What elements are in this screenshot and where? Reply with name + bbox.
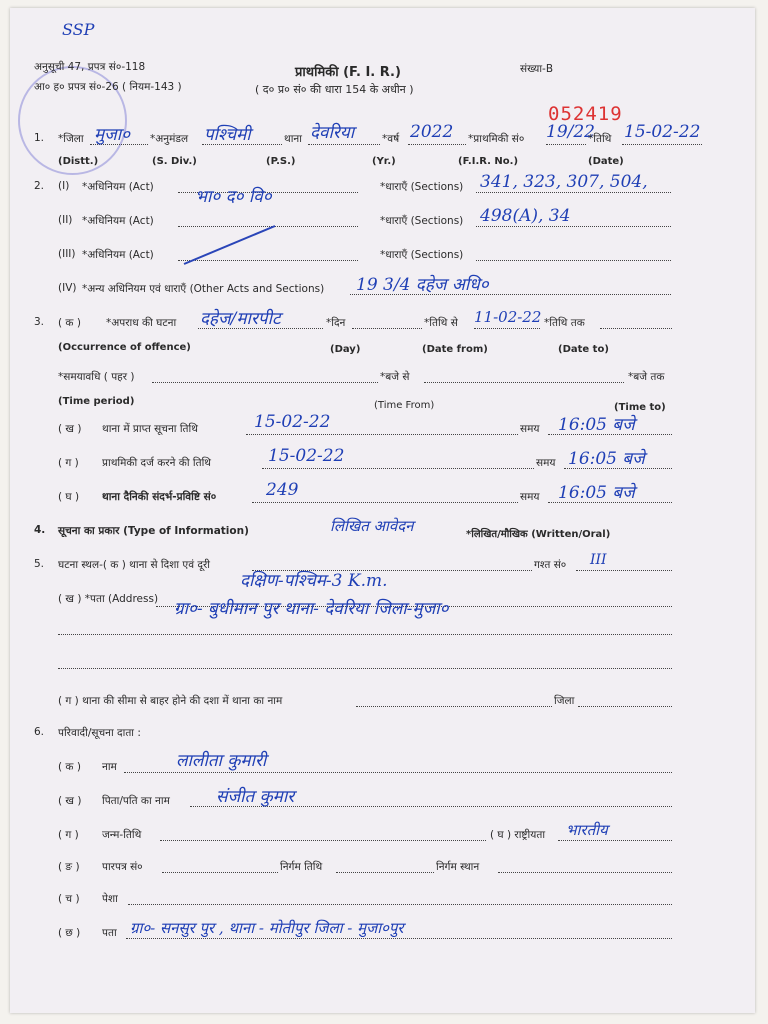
complainant-address-label: पता	[102, 927, 117, 939]
section-6-chha: ( छ )	[58, 927, 81, 939]
date-label: *तिथि	[588, 133, 612, 145]
issue-place-label: निर्गम स्थान	[436, 861, 480, 873]
diary-entry-label: थाना दैनिकी संदर्भ-प्रविष्टि सं०	[102, 491, 217, 503]
section-6-cha: ( च )	[58, 893, 80, 905]
section-6-na: ( ङ )	[58, 861, 80, 873]
year-en-label: (Yr.)	[372, 156, 396, 167]
sections-row-2-label: *धाराएँ (Sections)	[380, 215, 464, 227]
time-to-label: *बजे तक	[628, 371, 665, 383]
act-row-3-prefix: (III)	[58, 248, 76, 260]
time-period-en-label: (Time period)	[58, 396, 135, 407]
year-value: 2022	[410, 122, 454, 142]
day-en-label: (Day)	[330, 344, 361, 355]
schedule-label: अनुसूची 47, प्रपत्र सं०-118	[34, 61, 146, 73]
other-acts-value: 19 3/4 दहेज अधि०	[356, 275, 489, 295]
beat-number-value: III	[590, 552, 607, 568]
address-value: ग्रा०- बुधीमान पुर थाना- देवरिया जिला-मुजा०	[174, 599, 449, 619]
number-label: संख्या-B	[520, 63, 554, 75]
police-station-label: थाना	[284, 133, 302, 145]
strike-mark	[180, 222, 280, 272]
occurrence-value: दहेज/मारपीट	[200, 309, 281, 329]
diary-time-value: 16:05 बजे	[558, 483, 635, 503]
date-en-label: (Date)	[588, 156, 624, 167]
received-time-value: 16:05 बजे	[558, 415, 635, 435]
received-time-label: समय	[520, 423, 540, 435]
act-row-3-label: *अधिनियम (Act)	[82, 249, 154, 261]
info-type-label: सूचना का प्रकार (Type of Information)	[58, 525, 249, 537]
father-name-value: संजीत कुमार	[216, 787, 295, 807]
date-value: 15-02-22	[624, 122, 701, 142]
section-6-kha: ( ख )	[58, 795, 82, 807]
registration-time-label: समय	[536, 457, 556, 469]
diary-time-label: समय	[520, 491, 540, 503]
complainant-title: परिवादी/सूचना दाता :	[58, 727, 141, 739]
serial-number: 052419	[548, 103, 623, 125]
section-4-number: 4.	[34, 524, 46, 536]
date-to-label: *तिथि तक	[544, 317, 585, 329]
act-row-1-value: भा० द० वि०	[195, 187, 272, 207]
ssp-handwritten-mark: SSP	[62, 20, 95, 39]
district-label: *जिला	[58, 133, 84, 145]
time-period-label: *समयावधि ( पहर )	[58, 371, 135, 383]
other-acts-label: *अन्य अधिनियम एवं धाराएँ (Other Acts and Sections)	[82, 283, 325, 295]
diary-entry-value: 249	[266, 480, 299, 500]
subdivision-en-label: (S. Div.)	[152, 156, 197, 167]
occurrence-label: *अपराध की घटना	[106, 317, 177, 329]
outside-ps-label: ( ग ) थाना की सीमा से बाहर होने की दशा में थाना का नाम	[58, 695, 283, 707]
section-3-ka: ( क )	[58, 317, 81, 329]
police-station-value: देवरिया	[310, 123, 355, 143]
section-6-ka: ( क )	[58, 761, 81, 773]
act-row-2-label: *अधिनियम (Act)	[82, 215, 154, 227]
fir-en-label: (F.I.R. No.)	[458, 156, 519, 167]
district-value: मुजा०	[94, 125, 131, 145]
info-type-value: लिखित आवेदन	[330, 517, 414, 535]
subdivision-value: पश्चिमी	[204, 125, 251, 145]
complainant-address-value: ग्रा०- सनसुर पुर , थाना - मोतीपुर जिला - मुजा०पुर	[130, 919, 404, 937]
fir-form-page	[10, 8, 755, 1013]
time-from-label: *बजे से	[380, 371, 410, 383]
received-date-value: 15-02-22	[254, 412, 331, 432]
occupation-label: पेशा	[102, 893, 118, 905]
sections-row-1-label: *धाराएँ (Sections)	[380, 181, 464, 193]
nationality-value: भारतीय	[566, 821, 608, 839]
complainant-name-value: लालीता कुमारी	[176, 751, 267, 771]
registration-date-value: 15-02-22	[268, 446, 345, 466]
direction-distance-value: दक्षिण-पश्चिम-3 K.m.	[240, 571, 388, 591]
time-to-en-label: (Time to)	[614, 402, 666, 413]
act-row-1-prefix: (I)	[58, 180, 70, 192]
section-6-number: 6.	[34, 726, 45, 738]
outside-district-label: जिला	[554, 695, 575, 707]
date-from-en-label: (Date from)	[422, 344, 488, 355]
passport-label: पारपत्र सं०	[102, 861, 143, 873]
direction-distance-label: घटना स्थल-( क ) थाना से दिशा एवं दूरी	[58, 559, 210, 571]
district-en-label: (Distt.)	[58, 156, 99, 167]
fir-number-value: 19/22	[546, 122, 595, 142]
complainant-name-label: नाम	[102, 761, 117, 773]
date-from-label: *तिथि से	[424, 317, 458, 329]
section-3-ga: ( ग )	[58, 457, 79, 469]
section-1-number: 1.	[34, 132, 45, 144]
sections-row-2-value: 498(A), 34	[480, 206, 571, 226]
issue-date-label: निर्गम तिथि	[280, 861, 323, 873]
registration-date-label: प्राथमिकी दर्ज करने की तिथि	[102, 457, 212, 469]
form-title: प्राथमिकी (F. I. R.)	[295, 65, 401, 80]
section-6-ga: ( ग )	[58, 829, 79, 841]
section-2-number: 2.	[34, 180, 45, 192]
section-3-number: 3.	[34, 316, 45, 328]
date-from-value: 11-02-22	[474, 308, 542, 326]
section-3-gha: ( घ )	[58, 491, 80, 503]
ps-en-label: (P.S.)	[266, 156, 296, 167]
year-label: *वर्ष	[382, 133, 400, 145]
address-label: ( ख ) *पता (Address)	[58, 593, 159, 605]
sections-row-1-value: 341, 323, 307, 504,	[480, 172, 648, 192]
day-label: *दिन	[326, 317, 346, 329]
form-number: आ० ह० प्रपत्र सं०-26 ( नियम-143 )	[34, 81, 182, 93]
form-subtitle: ( द० प्र० सं० की धारा 154 के अधीन )	[255, 83, 414, 96]
received-date-label: थाना में प्राप्त सूचना तिथि	[102, 423, 198, 435]
occurrence-en-label: (Occurrence of offence)	[58, 342, 191, 353]
subdivision-label: *अनुमंडल	[150, 133, 189, 145]
act-row-1-label: *अधिनियम (Act)	[82, 181, 154, 193]
other-acts-prefix: (IV)	[58, 282, 77, 294]
father-name-label: पिता/पति का नाम	[102, 795, 170, 807]
registration-time-value: 16:05 बजे	[568, 449, 645, 469]
fir-number-label: *प्राथमिकी सं०	[468, 133, 525, 145]
nationality-label: ( घ ) राष्ट्रीयता	[490, 829, 546, 841]
time-from-en-label: (Time From)	[374, 400, 435, 411]
info-type-options: *लिखित/मौखिक (Written/Oral)	[466, 529, 611, 540]
date-to-en-label: (Date to)	[558, 344, 609, 355]
section-3-kha: ( ख )	[58, 423, 82, 435]
section-5-number: 5.	[34, 558, 45, 570]
sections-row-3-label: *धाराएँ (Sections)	[380, 249, 464, 261]
act-row-2-prefix: (II)	[58, 214, 73, 226]
dob-label: जन्म-तिथि	[102, 829, 142, 841]
beat-number-label: गश्त सं०	[534, 559, 567, 571]
